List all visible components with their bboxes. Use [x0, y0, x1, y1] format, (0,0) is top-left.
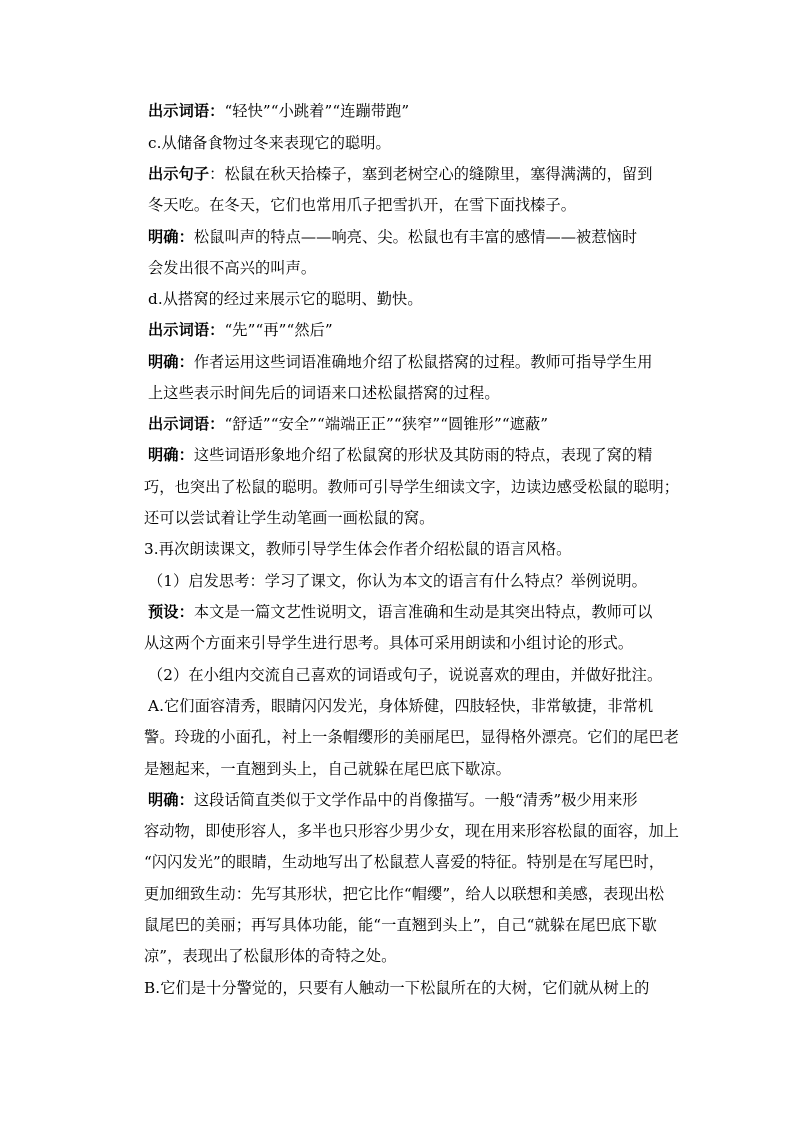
line-text: 上这些表示时间先后的词语来口述松鼠搭窝的过程。 [148, 384, 500, 402]
text-line [148, 665, 662, 685]
line-text: “闪闪发光”的眼睛，生动地写出了松鼠惹人喜爱的特征。特别是在写尾巴时， [144, 853, 665, 871]
line-text: “舒适”“安全”“端端正正”“狭窄”“圆锥形”“遮蔽” [224, 415, 549, 433]
line-text: d.从搭窝的经过来展示它的聪明、勤快。 [148, 290, 423, 308]
line-text: ：松鼠在秋天拾榛子，塞到老树空心的缝隙里，塞得满满的，留到 [209, 165, 653, 183]
text-line [148, 383, 500, 403]
text-line [144, 852, 664, 872]
text-line [144, 978, 649, 998]
line-text: 容动物，即使形容人，多半也只形容少男少女，现在用来形容松鼠的面容，加上 [144, 822, 680, 840]
line-text: 作者运用这些词语准确地介绍了松鼠搭窝的过程。教师可指导学生用 [193, 353, 653, 371]
line-label: 预设： [148, 603, 194, 621]
line-text: c.从储备食物过冬来表现它的聪明。 [148, 134, 391, 152]
text-line [148, 133, 391, 153]
text-line [144, 759, 511, 779]
line-label: 出示词语： [148, 102, 225, 120]
text-line [144, 884, 664, 904]
text-line [148, 696, 653, 716]
line-text: 从这两个方面来引导学生进行思考。具体可采用朗读和小组讨论的形式。 [144, 634, 634, 652]
line-text: （2）在小组内交流自己喜欢的词语或句子，说说喜欢的理由，并做好批注。 [148, 666, 663, 684]
line-text: 凉”，表现出了松鼠形体的奇特之处。 [144, 947, 397, 965]
line-text: 警。玲珑的小面孔，衬上一条帽缨形的美丽尾巴，显得格外漂亮。它们的尾巴老 [144, 728, 680, 746]
text-line [144, 821, 679, 841]
line-label: 明确： [148, 446, 194, 464]
line-text: A.它们面容清秀，眼睛闪闪发光，身体矫健，四肢轻快，非常敏捷，非常机 [148, 697, 654, 715]
line-text: 还可以尝试着让学生动笔画一画松鼠的窝。 [144, 509, 435, 527]
line-text: 鼠尾巴的美丽；再写具体功能，能“一直翘到头上”，自己“就躲在尾巴底下歇 [144, 916, 657, 934]
text-line [148, 258, 316, 278]
text-line [144, 633, 633, 653]
line-label: 出示词语： [148, 415, 225, 433]
line-text: “先”“再”“然后” [224, 321, 333, 339]
text-line [148, 352, 653, 372]
text-line [144, 539, 571, 559]
line-text: 巧，也突出了松鼠的聪明。教师可引导学生细读文字，边读边感受松鼠的聪明； [144, 478, 680, 496]
line-label: 明确： [148, 353, 194, 371]
line-text: 更加细致生动：先写其形状，把它比作“帽缨”，给人以联想和美感，表现出松 [144, 885, 665, 903]
line-label: 出示词语： [148, 321, 225, 339]
line-text: 本文是一篇文艺性说明文，语言准确和生动是其突出特点，教师可以 [193, 603, 653, 621]
line-text: 是翘起来，一直翘到头上，自己就躲在尾巴底下歇凉。 [144, 760, 511, 778]
line-text: 冬天吃。在冬天，它们也常用爪子把雪扒开，在雪下面找榛子。 [148, 196, 577, 214]
text-line [148, 602, 653, 622]
line-text: B.它们是十分警觉的，只要有人触动一下松鼠所在的大树，它们就从树上的 [144, 979, 650, 997]
text-line [148, 289, 423, 309]
text-line [148, 164, 653, 184]
text-line [148, 227, 637, 247]
text-line [148, 414, 548, 434]
line-label: 明确： [148, 228, 194, 246]
text-line [144, 477, 679, 497]
line-text: 这段话简直类似于文学作品中的肖像描写。一般“清秀”极少用来形 [193, 791, 638, 809]
text-line [144, 508, 434, 528]
text-line [148, 195, 576, 215]
line-label: 明确： [148, 791, 194, 809]
text-line [148, 101, 409, 121]
line-text: （1）启发思考：学习了课文，你认为本文的语言有什么特点？举例说明。 [148, 572, 647, 590]
line-text: 3.再次朗读课文，教师引导学生体会作者介绍松鼠的语言风格。 [144, 540, 572, 558]
line-text: 会发出很不高兴的叫声。 [148, 259, 317, 277]
text-line [148, 790, 638, 810]
text-line [148, 445, 653, 465]
line-text: 这些词语形象地介绍了松鼠窝的形状及其防雨的特点，表现了窝的精 [193, 446, 653, 464]
line-text: 松鼠叫声的特点——响亮、尖。松鼠也有丰富的感情——被惹恼时 [193, 228, 638, 246]
line-label: 出示句子 [148, 165, 210, 183]
text-line [148, 571, 647, 591]
line-text: “轻快”“小跳着”“连蹦带跑” [224, 102, 410, 120]
text-line [148, 320, 333, 340]
text-line [144, 727, 679, 747]
text-line [144, 915, 657, 935]
text-line [144, 946, 396, 966]
